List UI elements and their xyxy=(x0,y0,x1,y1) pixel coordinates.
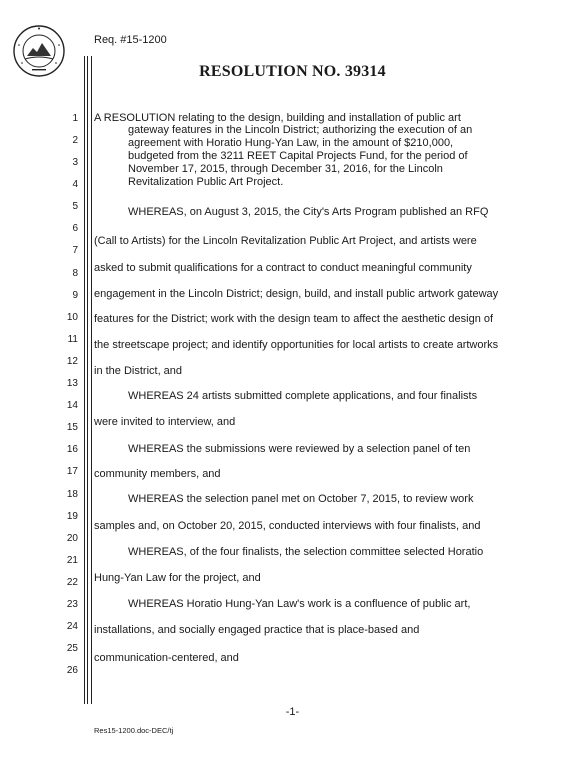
line-number: 15 xyxy=(66,422,78,433)
line-number: 20 xyxy=(66,533,78,544)
line-number: 3 xyxy=(72,157,78,168)
resolution-summary-line: gateway features in the Lincoln District; authorizing the execution of an xyxy=(128,124,473,136)
body-line: Hung-Yan Law for the project, and xyxy=(94,572,261,584)
line-number: 7 xyxy=(72,245,78,256)
page-number: -1- xyxy=(285,706,300,718)
line-number: 14 xyxy=(66,400,78,411)
resolution-summary-line: Revitalization Public Art Project. xyxy=(128,176,284,188)
body-line: were invited to interview, and xyxy=(94,416,236,428)
line-number: 9 xyxy=(72,290,78,301)
left-margin-rule xyxy=(87,56,88,704)
line-number: 19 xyxy=(66,511,78,522)
whereas-clause: WHEREAS 24 artists submitted complete applications, and four finalists xyxy=(128,390,478,402)
line-number: 16 xyxy=(66,444,78,455)
resolution-summary-line: A RESOLUTION relating to the design, building and installation of public art xyxy=(94,112,461,124)
line-number: 4 xyxy=(72,179,78,190)
line-number: 8 xyxy=(72,268,78,279)
line-number: 5 xyxy=(72,201,78,212)
body-line: (Call to Artists) for the Lincoln Revitalization Public Art Project, and artists were xyxy=(94,235,477,247)
line-number: 22 xyxy=(66,577,78,588)
body-line: asked to submit qualifications for a contract to conduct meaningful community xyxy=(94,262,472,274)
resolution-summary-line: November 17, 2015, through December 31, 2016, for the Lincoln xyxy=(128,163,443,175)
whereas-clause: WHEREAS Horatio Hung-Yan Law's work is a confluence of public art, xyxy=(128,598,471,610)
body-line: in the District, and xyxy=(94,365,183,377)
whereas-clause: WHEREAS the submissions were reviewed by a selection panel of ten xyxy=(128,443,471,455)
whereas-clause: WHEREAS the selection panel met on October 7, 2015, to review work xyxy=(128,493,474,505)
line-number: 17 xyxy=(66,466,78,477)
body-line: samples and, on October 20, 2015, conducted interviews with four finalists, and xyxy=(94,520,481,532)
line-number: 25 xyxy=(66,643,78,654)
line-number: 11 xyxy=(67,334,78,345)
body-line: the streetscape project; and identify opportunities for local artists to create artworks xyxy=(94,339,499,351)
left-margin-rule xyxy=(84,56,85,704)
left-margin-rule xyxy=(91,56,92,704)
file-reference: Res15-1200.doc-DEC/tj xyxy=(94,726,174,735)
line-number: 21 xyxy=(66,555,78,566)
request-number: Req. #15-1200 xyxy=(94,34,167,46)
whereas-clause: WHEREAS, on August 3, 2015, the City's Arts Program published an RFQ xyxy=(128,206,489,218)
line-number: 2 xyxy=(72,135,78,146)
line-number: 18 xyxy=(66,489,78,500)
resolution-summary-line: agreement with Horatio Hung-Yan Law, in the amount of $210,000, xyxy=(128,137,454,149)
resolution-summary-line: budgeted from the 3211 REET Capital Projects Fund, for the period of xyxy=(128,150,468,162)
line-number: 10 xyxy=(66,312,78,323)
resolution-title: RESOLUTION NO. 39314 xyxy=(199,63,386,80)
line-number: 13 xyxy=(66,378,78,389)
body-line: community members, and xyxy=(94,468,221,480)
line-number: 6 xyxy=(72,223,78,234)
line-number: 12 xyxy=(66,356,78,367)
whereas-clause: WHEREAS, of the four finalists, the selection committee selected Horatio xyxy=(128,546,484,558)
line-number: 26 xyxy=(66,665,78,676)
body-line: engagement in the Lincoln District; design, build, and install public artwork gateway xyxy=(94,288,499,300)
line-number: 23 xyxy=(66,599,78,610)
body-line: features for the District; work with the design team to affect the aesthetic design of xyxy=(94,313,494,325)
line-number: 1 xyxy=(72,113,78,124)
body-line: communication-centered, and xyxy=(94,652,239,664)
body-line: installations, and socially engaged practice that is place-based and xyxy=(94,624,420,636)
line-number: 24 xyxy=(66,621,78,632)
